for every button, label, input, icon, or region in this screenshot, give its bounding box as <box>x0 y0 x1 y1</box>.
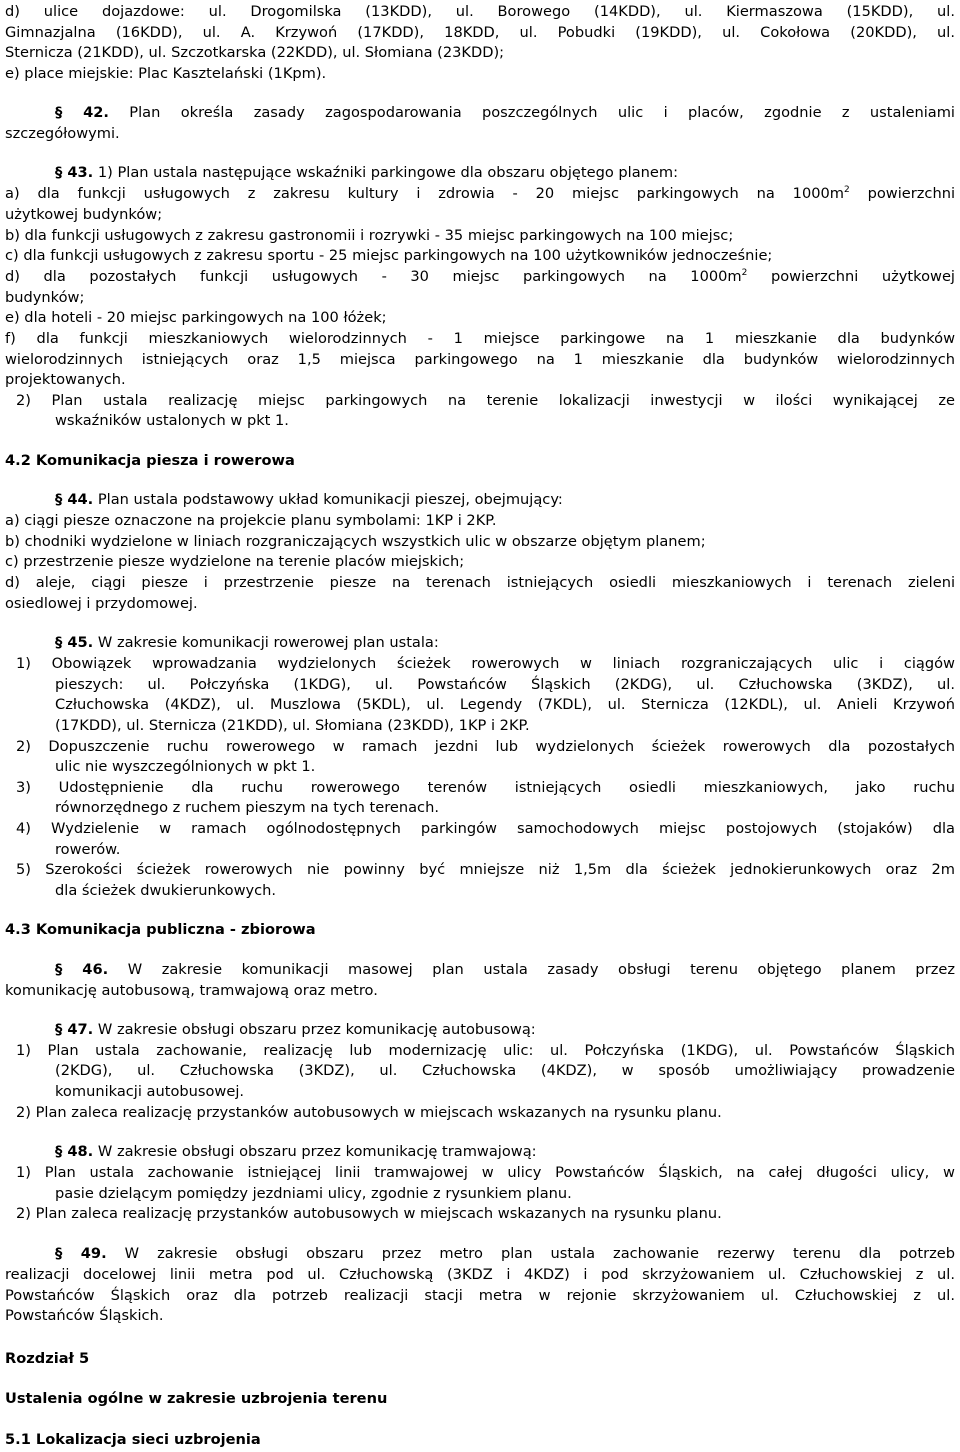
text-line: komunikacji autobusowej. <box>55 1083 245 1100</box>
text-line <box>5 184 955 204</box>
text-line: realizacji docelowej linii metra pod ul. Człuchowską (3KDZ i 4KDZ) i pod skrzyżowaniem ul. Człuchowskiej z ul. <box>5 1266 955 1283</box>
superscript: 2 <box>741 268 748 278</box>
text-line: 4) Wydzielenie w ramach ogólnodostępnych parkingów samochodowych miejsc postojowych (stojaków) dla <box>16 820 955 837</box>
paragraph-44 <box>55 490 563 510</box>
paragraph-number: § 43. <box>55 164 94 181</box>
text-line: Powstańców Śląskich oraz dla potrzeb realizacji stacji metra w rejonie skrzyżowaniem ul. Człuchowskiej z ul. <box>5 1287 955 1304</box>
paragraph-number: § 44. <box>55 491 94 508</box>
text-line: użytkowej budynków; <box>5 206 163 223</box>
text-line: Plan ustala podstawowy układ komunikacji pieszej, obejmujący: <box>93 491 563 508</box>
text-line: Plan określa zasady zagospodarowania poszczególnych ulic i placów, zgodnie z ustaleniami <box>108 104 955 121</box>
text-line: dla ścieżek dwukierunkowych. <box>55 882 277 899</box>
chapter-title: Ustalenia ogólne w zakresie uzbrojenia terenu <box>5 1390 388 1407</box>
text-line: b) chodniki wydzielone w liniach rozgraniczających wszystkich ulic w obszarze objętym planem; <box>5 533 706 550</box>
paragraph-48 <box>55 1142 537 1162</box>
text-line: komunikację autobusową, tramwajową oraz metro. <box>5 982 378 999</box>
paragraph-number: § 49. <box>55 1245 107 1262</box>
text-line: c) dla funkcji usługowych z zakresu sportu - 25 miejsc parkingowych na 100 użytkowników jednocześnie; <box>5 247 773 264</box>
text-line: równorzędnego z ruchem pieszym na tych terenach. <box>55 799 439 816</box>
chapter-heading: Rozdział 5 <box>5 1350 90 1367</box>
paragraph-number: § 42. <box>55 104 109 121</box>
paragraph-49 <box>55 1244 955 1264</box>
text-line: 2) Plan zaleca realizację przystanków autobusowych w miejscach wskazanych na rysunku planu. <box>16 1104 722 1121</box>
text-line: e) dla hoteli - 20 miejsc parkingowych na 100 łóżek; <box>5 309 387 326</box>
text-line: wielorodzinnych istniejących oraz 1,5 miejsca parkingowego na 1 mieszkanie dla budynków wielorodzinnych <box>5 351 955 368</box>
paragraph-number: § 47. <box>55 1021 94 1038</box>
text-line: 2) Plan ustala realizację miejsc parkingowych na terenie lokalizacji inwestycji w ilości wynikającej ze <box>16 392 955 409</box>
text-line: Gimnazjalna (16KDD), ul. A. Krzywoń (17KDD), 18KDD, ul. Pobudki (19KDD), ul. Cokołowa (20KDD), ul. <box>5 24 955 41</box>
text-line <box>5 267 955 287</box>
text-segment: powierzchni użytkowej <box>747 268 955 285</box>
paragraph-42 <box>55 103 955 123</box>
text-line: (2KDG), ul. Człuchowska (3KDZ), ul. Człuchowska (4KDZ), w sposób umożliwiający prowadzenie <box>55 1062 955 1079</box>
text-line: a) ciągi piesze oznaczone na projekcie planu symbolami: 1KP i 2KP. <box>5 512 497 529</box>
text-line: Człuchowska (4KDZ), ul. Muszlowa (5KDL), ul. Legendy (7KDL), ul. Sternicza (12KDL), ul. Anieli Krzywoń <box>55 696 955 713</box>
text-line: 1) Plan ustala zachowanie istniejącej linii tramwajowej w ulicy Powstańców Śląskich, na całej długości ulicy, w <box>16 1164 955 1181</box>
paragraph-45 <box>55 633 439 653</box>
paragraph-number: § 46. <box>55 961 109 978</box>
text-line: 3) Udostępnienie dla ruchu rowerowego terenów istniejących osiedli mieszkaniowych, jako ruchu <box>16 779 955 796</box>
text-line: 1) Plan ustala następujące wskaźniki parkingowe dla obszaru objętego planem: <box>93 164 679 181</box>
paragraph-number: § 45. <box>55 634 94 651</box>
text-line: e) place miejskie: Plac Kasztelański (1Kpm). <box>5 65 327 82</box>
paragraph-number: § 48. <box>55 1143 94 1160</box>
text-line: ulic nie wyszczególnionych w pkt 1. <box>55 758 316 775</box>
text-line: wskaźników ustalonych w pkt 1. <box>55 412 289 429</box>
text-line: W zakresie obsługi obszaru przez komunikację autobusową: <box>93 1021 536 1038</box>
text-segment: d) dla pozostałych funkcji usługowych - 30 miejsc parkingowych na 1000m <box>5 268 742 285</box>
text-line: 2) Plan zaleca realizację przystanków autobusowych w miejscach wskazanych na rysunku planu. <box>16 1205 722 1222</box>
text-line: osiedlowej i przydomowej. <box>5 595 198 612</box>
text-line: Powstańców Śląskich. <box>5 1307 164 1324</box>
paragraph-46 <box>55 960 955 980</box>
text-line: f) dla funkcji mieszkaniowych wielorodzinnych - 1 miejsce parkingowe na 1 mieszkanie dla budynków <box>5 330 955 347</box>
text-line: pasie dzielącym pomiędzy jezdniami ulicy, zgodnie z rysunkiem planu. <box>55 1185 572 1202</box>
text-line: Sternicza (21KDD), ul. Szczotkarska (22KDD), ul. Słomiana (23KDD); <box>5 44 505 61</box>
text-line: 2) Dopuszczenie ruchu rowerowego w ramach jezdni lub wydzielonych ścieżek rowerowych dla pozostałych <box>16 738 955 755</box>
text-line: W zakresie obsługi obszaru przez metro plan ustala zachowanie rezerwy terenu dla potrzeb <box>106 1245 955 1262</box>
text-line: W zakresie komunikacji masowej plan ustala zasady obsługi terenu objętego planem przez <box>108 961 955 978</box>
superscript: 2 <box>844 185 850 195</box>
section-heading: 4.3 Komunikacja publiczna - zbiorowa <box>5 921 316 938</box>
text-line: (17KDD), ul. Sternicza (21KDD), ul. Słomiana (23KDD), 1KP i 2KP. <box>55 717 530 734</box>
text-line: rowerów. <box>55 841 121 858</box>
section-heading: 5.1 Lokalizacja sieci uzbrojenia <box>5 1431 261 1448</box>
text-line: szczegółowymi. <box>5 125 120 142</box>
section-heading: 4.2 Komunikacja piesza i rowerowa <box>5 452 295 469</box>
text-line: W zakresie komunikacji rowerowej plan ustala: <box>93 634 439 651</box>
text-line: pieszych: ul. Połczyńska (1KDG), ul. Powstańców Śląskich (2KDG), ul. Człuchowska (3KDZ), ul. <box>55 676 955 693</box>
text-line: 5) Szerokości ścieżek rowerowych nie powinny być mniejsze niż 1,5m dla ścieżek jednokierunkowych oraz 2m <box>16 861 955 878</box>
text-line: W zakresie obsługi obszaru przez komunikację tramwajową: <box>93 1143 537 1160</box>
text-line: d) aleje, ciągi piesze i przestrzenie piesze na terenach istniejących osiedli mieszkaniowych i terenach zieleni <box>5 574 955 591</box>
text-line: budynków; <box>5 289 85 306</box>
text-line: c) przestrzenie piesze wydzielone na terenie placów miejskich; <box>5 553 465 570</box>
paragraph-43 <box>55 163 678 183</box>
text-line: b) dla funkcji usługowych z zakresu gastronomii i rozrywki - 35 miejsc parkingowych na 100 miejsc; <box>5 227 734 244</box>
text-line: 1) Plan ustala zachowanie, realizację lub modernizację ulic: ul. Połczyńska (1KDG), ul. Powstańców Śląskich <box>16 1042 955 1059</box>
text-line: projektowanych. <box>5 371 126 388</box>
text-segment: a) dla funkcji usługowych z zakresu kultury i zdrowia - 20 miejsc parkingowych na 1000m <box>5 185 845 202</box>
paragraph-47 <box>55 1020 536 1040</box>
text-line: d) ulice dojazdowe: ul. Drogomilska (13KDD), ul. Borowego (14KDD), ul. Kiermaszowa (15KDD), ul. <box>5 3 955 20</box>
text-segment: powierzchni <box>849 185 955 202</box>
text-line: 1) Obowiązek wprowadzania wydzielonych ścieżek rowerowych w liniach rozgraniczających ulic i ciągów <box>16 655 955 672</box>
